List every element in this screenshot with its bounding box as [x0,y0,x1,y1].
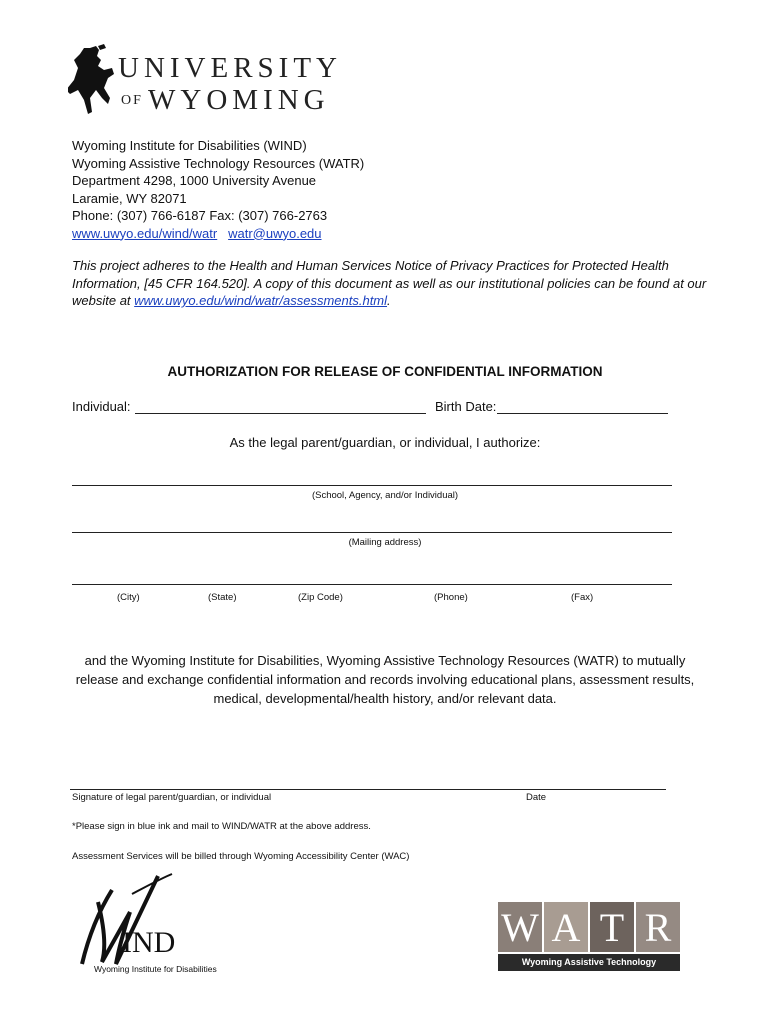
university-name-line2: WYOMING [148,84,330,116]
watr-letter-t: T [590,902,634,952]
individual-label: Individual: [72,399,131,414]
email-link[interactable]: watr@uwyo.edu [228,225,322,241]
birth-date-field[interactable] [497,413,668,414]
watr-logo [498,902,680,984]
signature-label: Signature of legal parent/guardian, or individual [72,792,272,803]
school-agency-field[interactable] [72,485,672,486]
watr-letter-a: A [544,902,588,952]
watr-letter-r: R [636,902,680,952]
wind-subtitle: Wyoming Institute for Disabilities [94,964,217,974]
wind-logo [72,872,222,982]
form-title: AUTHORIZATION FOR RELEASE OF CONFIDENTIAL INFORMATION [167,364,603,379]
mailing-address-caption: (Mailing address) [348,537,422,548]
notice-end: . [387,293,391,308]
assessments-link[interactable]: www.uwyo.edu/wind/watr/assessments.html [134,293,388,308]
wind-text: IND [122,926,176,959]
address-block [72,137,364,242]
phone-caption: (Phone) [434,592,468,603]
address-line: Department 4298, 1000 University Avenue [72,173,317,188]
city-state-zip-field[interactable] [72,584,672,585]
watr-subtitle: Wyoming Assistive Technology Resources [498,954,680,971]
billing-note: Assessment Services will be billed through Wyoming Accessibility Center (WAC) [72,851,410,862]
watr-letter-w: W [498,902,542,952]
date-label: Date [526,792,547,803]
website-link[interactable]: www.uwyo.edu/wind/watr [72,225,218,241]
signature-field[interactable] [70,789,666,790]
individual-field[interactable] [135,413,426,414]
phone-fax-line: Phone: (307) 766-6187 Fax: (307) 766-2763 [72,208,328,223]
fax-caption: (Fax) [571,592,594,603]
school-agency-caption: (School, Agency, and/or Individual) [311,490,459,501]
address-line: Laramie, WY 82071 [72,190,187,206]
authorization-paragraph: and the Wyoming Institute for Disabilities, Wyoming Assistive Technology Resources (WATR) to mutually release and exchange confidential information and records involving educational plans, assessment results, medical, developmental/health history, and/or relevant data. [75,653,695,706]
sign-instructions: *Please sign in blue ink and mail to WIND/WATR at the above address. [72,821,371,832]
mailing-address-field[interactable] [72,532,672,533]
bucking-horse-icon [68,44,118,122]
address-line: Wyoming Institute for Disabilities (WIND) [72,138,307,153]
notice-text: This project adheres to the Health and Human Services Notice of Privacy Practices for Protected Health Information, [45 CFR 164.520]. A copy of this document as well as our institutional policies can be found at our website at [72,258,707,308]
university-name-line1: UNIVERSITY [118,52,342,84]
birth-date-label: Birth Date: [435,399,497,414]
contact-links [72,225,364,243]
address-line: Wyoming Assistive Technology Resources (WATR) [72,155,365,171]
zip-caption: (Zip Code) [298,592,343,603]
city-caption: (City) [117,592,140,603]
authorize-statement: As the legal parent/guardian, or individual, I authorize: [229,435,541,450]
university-name-of: OF [121,93,143,108]
state-caption: (State) [208,592,237,603]
privacy-notice [72,257,712,310]
